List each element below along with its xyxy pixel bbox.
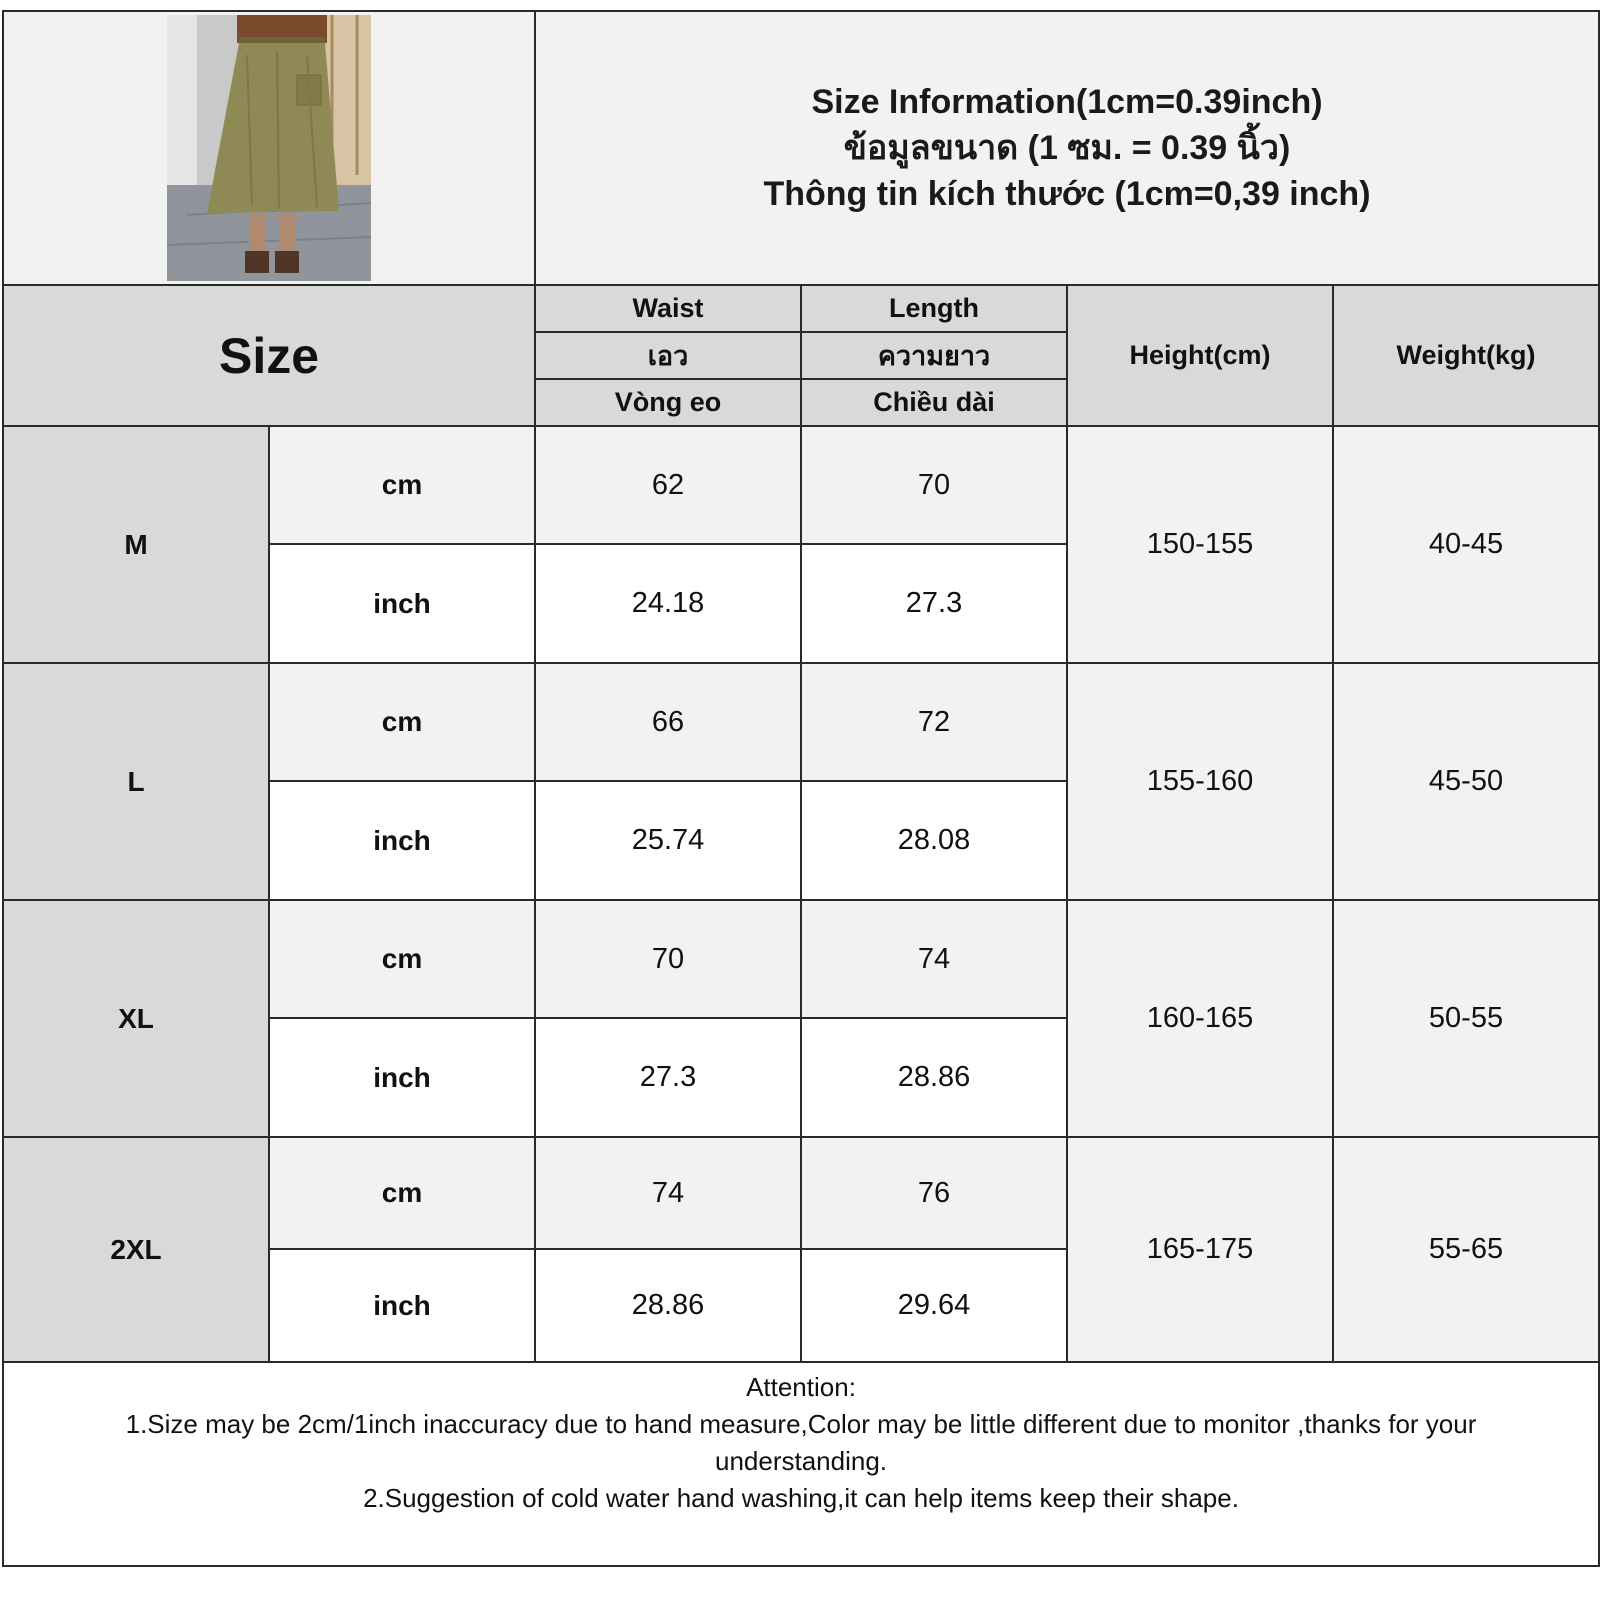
- attention-heading: Attention:: [746, 1372, 856, 1402]
- height-range: 160-165: [1067, 900, 1333, 1137]
- unit-cm-label: cm: [269, 1137, 535, 1249]
- weight-range: 55-65: [1333, 1137, 1599, 1362]
- unit-inch-label: inch: [269, 1018, 535, 1137]
- attention-notes: [3, 1362, 1599, 1566]
- unit-inch-label: inch: [269, 781, 535, 900]
- length-inch-value: 28.86: [801, 1018, 1067, 1137]
- product-photo: [167, 15, 371, 281]
- title-row: [3, 11, 1599, 285]
- length-cm-value: 70: [801, 426, 1067, 544]
- height-range: 165-175: [1067, 1137, 1333, 1362]
- waist-cm-value: 74: [535, 1137, 801, 1249]
- title-english: Size Information(1cm=0.39inch): [811, 83, 1323, 121]
- note-2: 2.Suggestion of cold water hand washing,it can help items keep their shape.: [363, 1483, 1239, 1513]
- size-label: M: [3, 426, 269, 663]
- height-range: 150-155: [1067, 426, 1333, 663]
- weight-range: 45-50: [1333, 663, 1599, 900]
- waist-header-th: เอว: [535, 332, 801, 379]
- unit-cm-label: cm: [269, 663, 535, 781]
- length-cm-value: 76: [801, 1137, 1067, 1249]
- waist-inch-value: 25.74: [535, 781, 801, 900]
- notes-row: [3, 1362, 1599, 1566]
- unit-cm-label: cm: [269, 426, 535, 544]
- height-header: Height(cm): [1067, 285, 1333, 426]
- size-label: XL: [3, 900, 269, 1137]
- size-row-cm: [3, 900, 1599, 1018]
- length-header-vi: Chiều dài: [801, 379, 1067, 426]
- khaki-skirt-photo-icon: [167, 15, 371, 281]
- height-range: 155-160: [1067, 663, 1333, 900]
- header-row-1: [3, 285, 1599, 332]
- unit-cm-label: cm: [269, 900, 535, 1018]
- waist-header-vi: Vòng eo: [535, 379, 801, 426]
- waist-header-en: Waist: [535, 285, 801, 332]
- length-inch-value: 27.3: [801, 544, 1067, 663]
- waist-inch-value: 28.86: [535, 1249, 801, 1362]
- product-photo-cell: [3, 11, 535, 285]
- unit-inch-label: inch: [269, 1249, 535, 1362]
- size-row-cm: [3, 426, 1599, 544]
- waist-inch-value: 24.18: [535, 544, 801, 663]
- length-header-en: Length: [801, 285, 1067, 332]
- unit-inch-label: inch: [269, 544, 535, 663]
- waist-cm-value: 70: [535, 900, 801, 1018]
- length-inch-value: 28.08: [801, 781, 1067, 900]
- weight-range: 40-45: [1333, 426, 1599, 663]
- length-cm-value: 72: [801, 663, 1067, 781]
- waist-cm-value: 66: [535, 663, 801, 781]
- size-row-cm: [3, 663, 1599, 781]
- length-cm-value: 74: [801, 900, 1067, 1018]
- title-thai: ข้อมูลขนาด (1 ซม. = 0.39 นิ้ว): [843, 129, 1291, 167]
- size-label: L: [3, 663, 269, 900]
- weight-header: Weight(kg): [1333, 285, 1599, 426]
- size-header-label: Size: [218, 327, 320, 384]
- note-1: 1.Size may be 2cm/1inch inaccuracy due to hand measure,Color may be little different due to monitor ,thanks for your understanding.: [125, 1409, 1477, 1476]
- size-header: [3, 285, 535, 426]
- title-vietnamese: Thông tin kích thước (1cm=0,39 inch): [763, 175, 1371, 213]
- size-info-title-cell: [535, 11, 1599, 285]
- size-label: 2XL: [3, 1137, 269, 1362]
- waist-inch-value: 27.3: [535, 1018, 801, 1137]
- size-chart-table: [2, 10, 1600, 1567]
- weight-range: 50-55: [1333, 900, 1599, 1137]
- length-header-th: ความยาว: [801, 332, 1067, 379]
- size-row-cm: [3, 1137, 1599, 1249]
- length-inch-value: 29.64: [801, 1249, 1067, 1362]
- waist-cm-value: 62: [535, 426, 801, 544]
